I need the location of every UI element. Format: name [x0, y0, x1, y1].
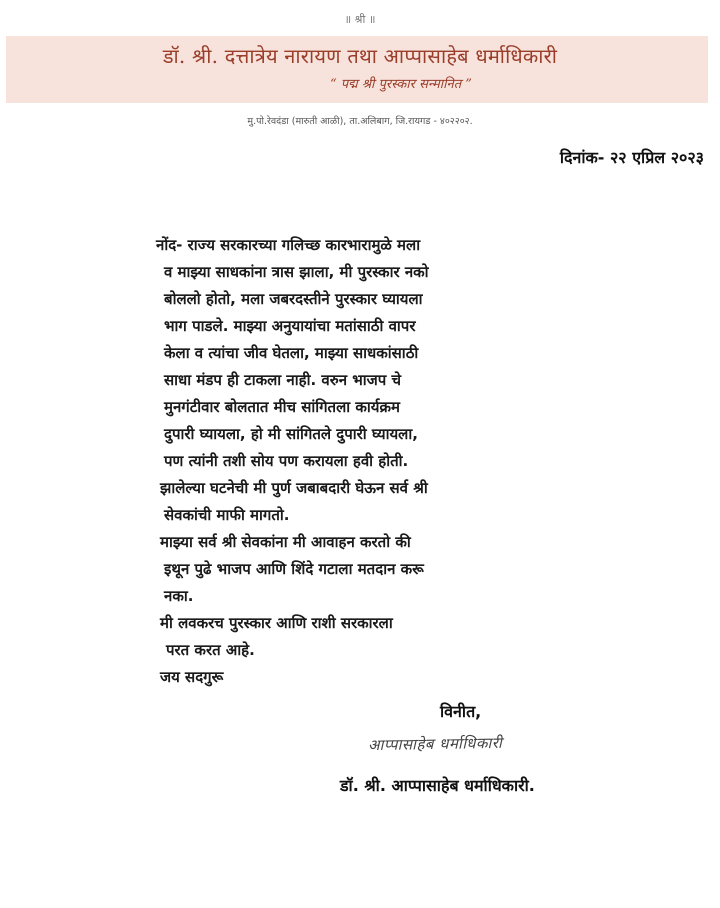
note-line: इथून पुढे भाजप आणि शिंदे गटाला मतदान करू	[164, 560, 424, 578]
letter-date: दिनांक- २२ एप्रिल २०२३	[559, 148, 704, 167]
note-line: दुपारी घ्यायला, हो मी सांगितले दुपारी घ्यायला,	[164, 425, 418, 443]
letterhead-name: डॉ. श्री. दत्तात्रेय नारायण तथा आप्पासाहेब धर्माधिकारी	[162, 44, 558, 68]
note-line: बोललो होतो, मला जबरदस्तीने पुरस्कार घ्यायला	[164, 290, 423, 308]
note-line: व माझ्या साधकांना त्रास झाला, मी पुरस्कार नको	[164, 263, 429, 281]
note-line: सेवकांची माफी मागतो.	[164, 506, 290, 524]
note-line: साधा मंडप ही टाकला नाही. वरुन भाजप चे	[164, 371, 402, 389]
note-line: जय सदगुरू	[160, 668, 224, 686]
note-line: झालेल्या घटनेची मी पुर्ण जबाबदारी घेऊन सर्व श्री	[160, 479, 428, 497]
note-body	[156, 232, 556, 691]
note-line: मी लवकरच पुरस्कार आणि राशी सरकारला	[160, 614, 393, 632]
letterhead-address: मु.पो.रेवदंडा (मारुती आळी), ता.अलिबाग, जि.रायगड - ४०२२०२.	[247, 116, 473, 127]
note-line: भाग पाडले. माझ्या अनुयायांचा मतांसाठी वापर	[164, 317, 416, 335]
note-line: माझ्या सर्व श्री सेवकांना मी आवाहन करतो की	[160, 533, 411, 551]
note-line: पण त्यांनी तशी सोय पण करायला हवी होती.	[164, 452, 409, 470]
note-line: नोंद- राज्य सरकारच्या गलिच्छ कारभारामुळे मला	[156, 236, 421, 254]
note-line: नका.	[164, 587, 194, 605]
award-tagline: “ पद्म श्री पुरस्कार सन्मानित ”	[330, 77, 472, 92]
note-line: मुनगंटीवार बोलतात मीच सांगितला कार्यक्रम	[164, 398, 400, 416]
handwritten-signature: आप्पासाहेब धर्माधिकारी	[367, 733, 503, 755]
invocation: ॥ श्री ॥	[344, 13, 376, 26]
closing-salutation: विनीत,	[440, 702, 482, 721]
note-line: परत करत आहे.	[166, 641, 255, 659]
note-line: केला व त्यांचा जीव घेतला, माझ्या साधकांसाठी	[164, 344, 419, 362]
signatory-name: डॉ. श्री. आप्पासाहेब धर्माधिकारी.	[340, 776, 535, 795]
